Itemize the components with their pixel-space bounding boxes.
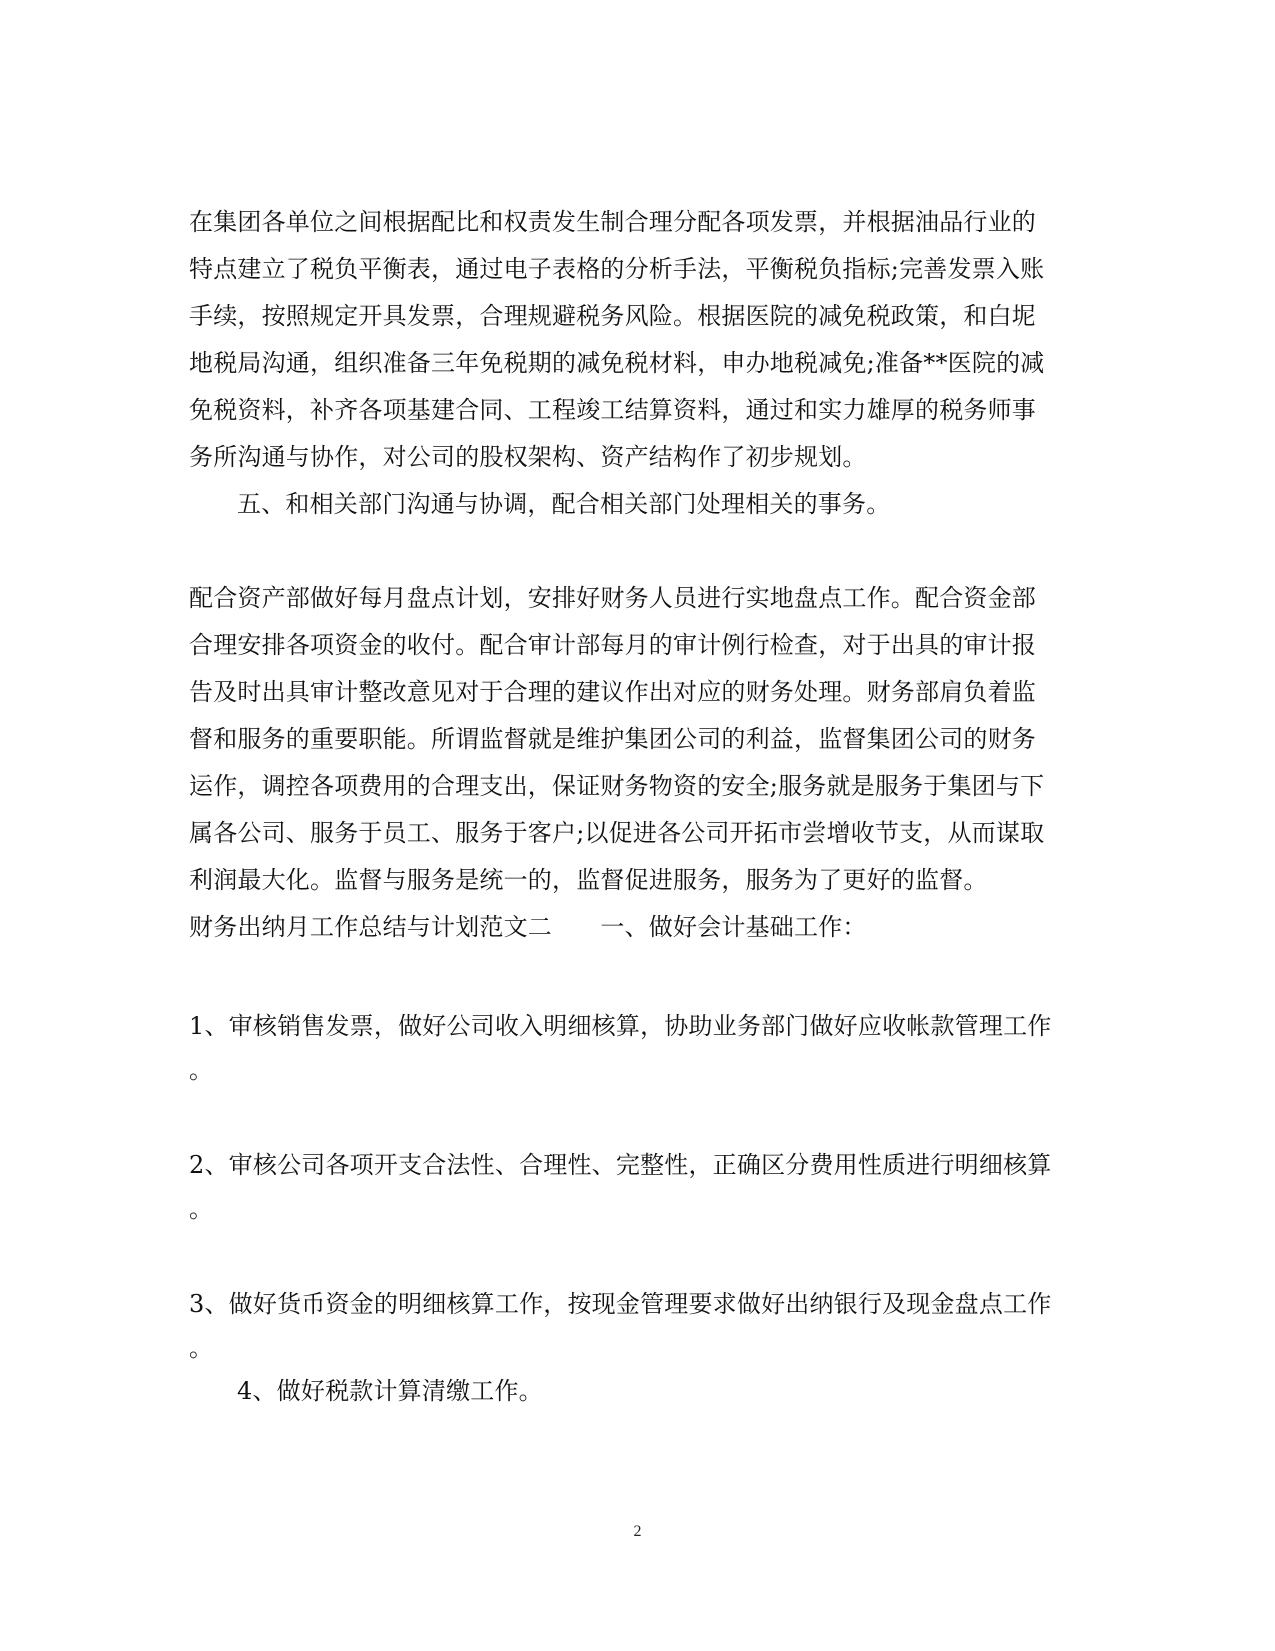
list-item-3: 3、做好货币资金的明细核算工作，按现金管理要求做好出纳银行及现金盘点工作: [189, 1290, 1052, 1318]
paragraph-line: 免税资料，补齐各项基建合同、工程竣工结算资料，通过和实力雄厚的税务师事: [189, 396, 1036, 424]
paragraph-line: 合理安排各项资金的收付。配合审计部每月的审计例行检查，对于出具的审计报: [189, 631, 1036, 659]
blank-space: [189, 951, 1089, 1003]
paragraph-line: 在集团各单位之间根据配比和权责发生制合理分配各项发票，并根据油品行业的: [189, 208, 1036, 236]
page-number: 2: [633, 1523, 642, 1540]
paragraph-line: 利润最大化。监督与服务是统一的，监督促进服务，服务为了更好的监督。: [189, 866, 988, 894]
blank-space: [189, 528, 1089, 575]
document-body: [189, 199, 1089, 1415]
paragraph-line: 特点建立了税负平衡表，通过电子表格的分析手法，平衡税负指标;完善发票入账: [189, 255, 1045, 283]
list-item-2: 2、审核公司各项开支合法性、合理性、完整性，正确区分费用性质进行明细核算: [189, 1151, 1052, 1179]
paragraph-line: 督和服务的重要职能。所谓监督就是维护集团公司的利益，监督集团公司的财务: [189, 725, 1036, 753]
blank-space: [189, 1229, 1089, 1281]
section-heading-5: 五、和相关部门沟通与协调，配合相关部门处理相关的事务。: [237, 490, 891, 518]
list-item-3-end: 。: [189, 1334, 213, 1362]
paragraph-line: 属各公司、服务于员工、服务于客户;以促进各公司开拓市尝增收节支，从而谋取: [189, 819, 1045, 847]
list-item-1: 1、审核销售发票，做好公司收入明细核算，协助业务部门做好应收帐款管理工作: [189, 1012, 1052, 1040]
blank-space: [189, 1090, 1089, 1142]
section-title: 财务出纳月工作总结与计划范文二 一、做好会计基础工作：: [189, 913, 867, 941]
paragraph-line: 务所沟通与协作，对公司的股权架构、资产结构作了初步规划。: [189, 443, 867, 471]
list-item-2-end: 。: [189, 1195, 213, 1223]
list-item-1-end: 。: [189, 1056, 213, 1084]
paragraph-line: 手续，按照规定开具发票，合理规避税务风险。根据医院的减免税政策，和白坭: [189, 302, 1036, 330]
list-item-4: 4、做好税款计算清缴工作。: [237, 1377, 543, 1405]
paragraph-line: 告及时出具审计整改意见对于合理的建议作出对应的财务处理。财务部肩负着监: [189, 678, 1036, 706]
paragraph-line: 地税局沟通，组织准备三年免税期的减免税材料，申办地税减免;准备**医院的减: [189, 349, 1045, 377]
paragraph-line: 配合资产部做好每月盘点计划，安排好财务人员进行实地盘点工作。配合资金部: [189, 584, 1036, 612]
paragraph-line: 运作，调控各项费用的合理支出，保证财务物资的安全;服务就是服务于集团与下: [189, 772, 1045, 800]
